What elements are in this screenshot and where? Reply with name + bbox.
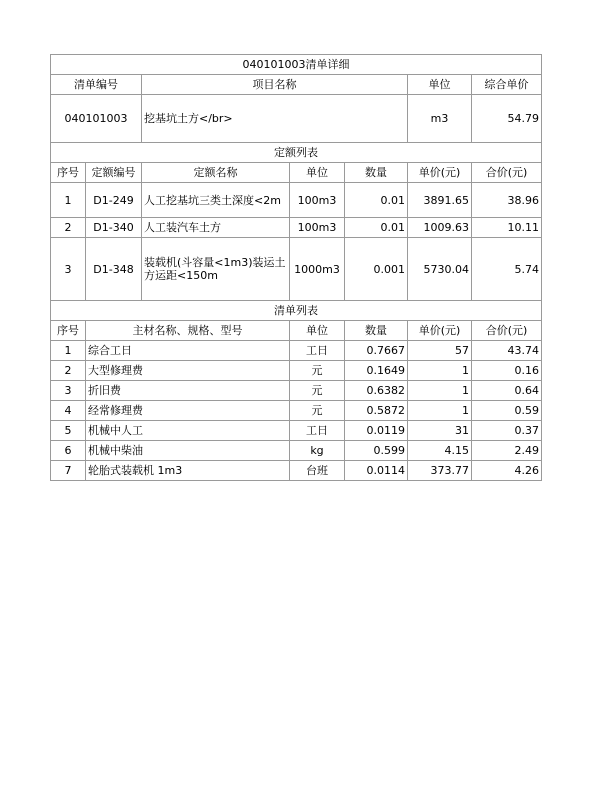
quota-code: D1-249	[86, 183, 142, 218]
material-section-title: 清单列表	[51, 301, 542, 321]
material-unit-price: 1	[408, 361, 472, 381]
quota-section-title: 定额列表	[51, 143, 542, 163]
material-seq: 3	[51, 381, 86, 401]
material-total: 0.37	[472, 421, 542, 441]
quota-qty: 0.01	[345, 183, 408, 218]
material-qty: 0.0114	[345, 461, 408, 481]
material-unit-header: 单位	[290, 321, 345, 341]
quota-name: 装载机(斗容量<1m3)装运土方运距<150m	[142, 238, 290, 301]
material-unit: 元	[290, 401, 345, 421]
material-name-header: 主材名称、规格、型号	[86, 321, 290, 341]
material-name: 综合工日	[86, 341, 290, 361]
quota-qty: 0.01	[345, 218, 408, 238]
quota-code: D1-348	[86, 238, 142, 301]
material-name: 机械中人工	[86, 421, 290, 441]
material-unit-price: 4.15	[408, 441, 472, 461]
bill-detail-table	[50, 54, 542, 481]
quota-total: 38.96	[472, 183, 542, 218]
bill-code: 040101003	[51, 95, 142, 143]
quota-unit-price: 3891.65	[408, 183, 472, 218]
material-seq: 1	[51, 341, 86, 361]
material-total: 0.59	[472, 401, 542, 421]
material-seq: 2	[51, 361, 86, 381]
material-total: 0.16	[472, 361, 542, 381]
quota-seq-header: 序号	[51, 163, 86, 183]
quota-seq: 3	[51, 238, 86, 301]
quota-unit: 100m3	[290, 218, 345, 238]
material-total: 4.26	[472, 461, 542, 481]
quota-total: 10.11	[472, 218, 542, 238]
composite-price: 54.79	[472, 95, 542, 143]
quota-name: 人工装汽车土方	[142, 218, 290, 238]
material-qty-header: 数量	[345, 321, 408, 341]
material-unit-price-header: 单价(元)	[408, 321, 472, 341]
material-unit-price: 373.77	[408, 461, 472, 481]
item-unit: m3	[408, 95, 472, 143]
material-unit: 元	[290, 381, 345, 401]
material-total: 43.74	[472, 341, 542, 361]
quota-total-header: 合价(元)	[472, 163, 542, 183]
table-row	[51, 381, 542, 401]
quota-unit-price: 1009.63	[408, 218, 472, 238]
material-unit: 元	[290, 361, 345, 381]
quota-name-header: 定额名称	[142, 163, 290, 183]
quota-qty: 0.001	[345, 238, 408, 301]
quota-unit: 1000m3	[290, 238, 345, 301]
material-name: 折旧费	[86, 381, 290, 401]
material-total: 2.49	[472, 441, 542, 461]
quota-total: 5.74	[472, 238, 542, 301]
quota-name: 人工挖基坑三类土深度<2m	[142, 183, 290, 218]
material-unit-price: 57	[408, 341, 472, 361]
material-name: 经常修理费	[86, 401, 290, 421]
material-total: 0.64	[472, 381, 542, 401]
quota-unit: 100m3	[290, 183, 345, 218]
bill-code-header: 清单编号	[51, 75, 142, 95]
table-title: 040101003清单详细	[51, 55, 542, 75]
quota-code-header: 定额编号	[86, 163, 142, 183]
material-qty: 0.5872	[345, 401, 408, 421]
material-unit: kg	[290, 441, 345, 461]
quota-code: D1-340	[86, 218, 142, 238]
material-qty: 0.7667	[345, 341, 408, 361]
composite-price-header: 综合单价	[472, 75, 542, 95]
material-unit-price: 1	[408, 401, 472, 421]
table-row	[51, 218, 542, 238]
unit-header: 单位	[408, 75, 472, 95]
material-qty: 0.1649	[345, 361, 408, 381]
material-qty: 0.599	[345, 441, 408, 461]
quota-unit-price-header: 单价(元)	[408, 163, 472, 183]
quota-unit-price: 5730.04	[408, 238, 472, 301]
material-unit: 工日	[290, 341, 345, 361]
table-row	[51, 441, 542, 461]
material-qty: 0.0119	[345, 421, 408, 441]
material-total-header: 合价(元)	[472, 321, 542, 341]
material-unit: 台班	[290, 461, 345, 481]
quota-unit-header: 单位	[290, 163, 345, 183]
table-row	[51, 421, 542, 441]
quota-qty-header: 数量	[345, 163, 408, 183]
table-row	[51, 461, 542, 481]
material-seq-header: 序号	[51, 321, 86, 341]
table-row	[51, 341, 542, 361]
material-seq: 5	[51, 421, 86, 441]
material-name: 机械中柴油	[86, 441, 290, 461]
quota-seq: 2	[51, 218, 86, 238]
quota-seq: 1	[51, 183, 86, 218]
material-unit-price: 31	[408, 421, 472, 441]
material-qty: 0.6382	[345, 381, 408, 401]
table-row	[51, 361, 542, 381]
table-row	[51, 238, 542, 301]
material-seq: 4	[51, 401, 86, 421]
material-name: 大型修理费	[86, 361, 290, 381]
material-seq: 7	[51, 461, 86, 481]
table-row	[51, 401, 542, 421]
material-name: 轮胎式装载机 1m3	[86, 461, 290, 481]
table-row	[51, 183, 542, 218]
material-unit-price: 1	[408, 381, 472, 401]
item-name: 挖基坑土方</br>	[142, 95, 408, 143]
material-seq: 6	[51, 441, 86, 461]
material-unit: 工日	[290, 421, 345, 441]
item-name-header: 项目名称	[142, 75, 408, 95]
